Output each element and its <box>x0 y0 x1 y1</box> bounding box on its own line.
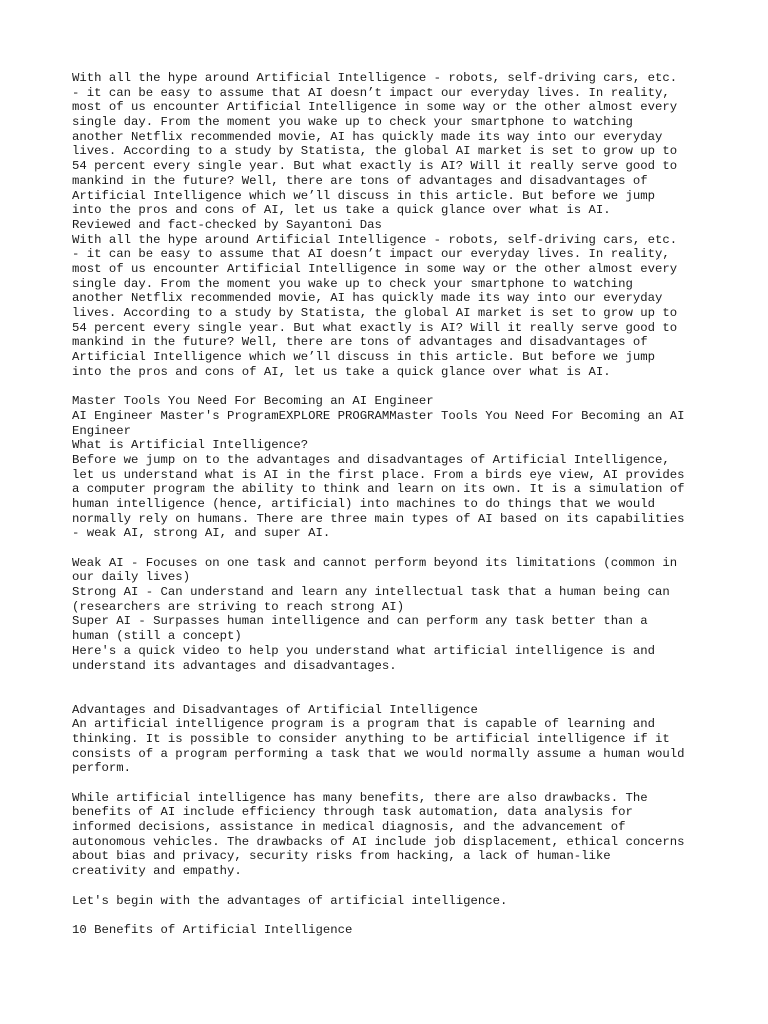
text-line: lives. According to a study by Statista, the global AI market is set to grow up to <box>72 144 678 159</box>
text-line: Weak AI - Focuses on one task and cannot perform beyond its limitations (common in <box>72 555 678 570</box>
text-line: mankind in the future? Well, there are tons of advantages and disadvantages of <box>72 335 648 350</box>
text-line[interactable]: Engineer <box>72 423 132 438</box>
text-line: benefits of AI include efficiency through task automation, data analysis for <box>72 805 633 820</box>
text-line: thinking. It is possible to consider anything to be artificial intelligence if it <box>72 731 670 746</box>
text-line: With all the hype around Artificial Intelligence - robots, self-driving cars, etc. <box>72 232 678 247</box>
document-page <box>72 71 712 938</box>
text-line: 54 percent every single year. But what exactly is AI? Will it really serve good to <box>72 320 678 335</box>
benefits-heading: 10 Benefits of Artificial Intelligence <box>72 922 353 937</box>
text-line: - it can be easy to assume that AI doesn’t impact our everyday lives. In reality, <box>72 247 670 262</box>
text-line: human (still a concept) <box>72 629 242 644</box>
text-line: Before we jump on to the advantages and disadvantages of Artificial Intelligence, <box>72 452 670 467</box>
text-line: another Netflix recommended movie, AI has quickly made its way into our everyday <box>72 291 663 306</box>
text-line: into the pros and cons of AI, let us take a quick glance over what is AI. <box>72 364 611 379</box>
text-line: perform. <box>72 761 132 776</box>
text-line: lives. According to a study by Statista, the global AI market is set to grow up to <box>72 306 678 320</box>
text-line: most of us encounter Artificial Intelligence in some way or the other almost every <box>72 100 678 115</box>
text-line[interactable]: AI Engineer Master's ProgramEXPLORE PROGRAMMaster Tools You Need For Becoming an AI <box>72 408 685 423</box>
what-is-ai-paragraph <box>72 453 712 541</box>
text-line: - weak AI, strong AI, and super AI. <box>72 526 331 541</box>
text-line: understand its advantages and disadvantages. <box>72 658 397 673</box>
spacer <box>72 688 712 703</box>
text-line: a computer program the ability to think and learn on its own. It is a simulation of <box>72 482 685 497</box>
text-line: Here's a quick video to help you understand what artificial intelligence is and <box>72 643 655 658</box>
intro-paragraph-1 <box>72 71 712 218</box>
text-line: While artificial intelligence has many benefits, there are also drawbacks. The <box>72 790 648 805</box>
text-line: another Netflix recommended movie, AI has quickly made its way into our everyday <box>72 129 663 144</box>
text-line: most of us encounter Artificial Intelligence in some way or the other almost every <box>72 261 678 276</box>
text-line: consists of a program performing a task that we would normally assume a human would <box>72 746 685 761</box>
spacer <box>72 541 712 556</box>
text-line: An artificial intelligence program is a program that is capable of learning and <box>72 717 655 732</box>
text-line: Super AI - Surpasses human intelligence and can perform any task better than a <box>72 614 648 629</box>
begin-advantages-text: Let's begin with the advantages of artificial intelligence. <box>72 893 508 908</box>
text-line: (researchers are striving to reach strong AI) <box>72 599 405 614</box>
spacer <box>72 908 712 923</box>
text-line: single day. From the moment you wake up to check your smartphone to watching <box>72 115 633 130</box>
adv-disadv-heading: Advantages and Disadvantages of Artificial Intelligence <box>72 702 478 717</box>
text-line: human intelligence (hence, artificial) into machines to do things that we would <box>72 496 655 511</box>
text-line: about bias and privacy, security risks from hacking, a lack of human-like <box>72 849 611 864</box>
spacer <box>72 379 712 394</box>
spacer <box>72 673 712 688</box>
text-line: single day. From the moment you wake up to check your smartphone to watching <box>72 276 633 291</box>
text-line: mankind in the future? Well, there are tons of advantages and disadvantages of <box>72 173 648 188</box>
text-line: - it can be easy to assume that AI doesn’t impact our everyday lives. In reality, <box>72 85 670 100</box>
master-tools-heading: Master Tools You Need For Becoming an AI Engineer <box>72 394 434 409</box>
text-line: 54 percent every single year. But what exactly is AI? Will it really serve good to <box>72 159 678 174</box>
text-line: normally rely on humans. There are three main types of AI based on its capabilities <box>72 511 685 526</box>
reviewed-by: Reviewed and fact-checked by Sayantoni Das <box>72 217 382 232</box>
spacer <box>72 776 712 791</box>
text-line: Artificial Intelligence which we’ll discuss in this article. But before we jump <box>72 350 655 365</box>
text-line: into the pros and cons of AI, let us take a quick glance over what is AI. <box>72 203 611 218</box>
text-line: our daily lives) <box>72 570 191 585</box>
spacer <box>72 879 712 894</box>
text-line: informed decisions, assistance in medical diagnosis, and the advancement of <box>72 820 626 835</box>
intro-paragraph-2 <box>72 233 712 380</box>
ai-types-list <box>72 556 712 674</box>
text-line: Artificial Intelligence which we’ll discuss in this article. But before we jump <box>72 188 655 203</box>
text-line: creativity and empathy. <box>72 864 242 879</box>
text-line: With all the hype around Artificial Intelligence - robots, self-driving cars, etc. <box>72 71 678 85</box>
what-is-ai-heading: What is Artificial Intelligence? <box>72 438 309 453</box>
text-line: let us understand what is AI in the first place. From a birds eye view, AI provides <box>72 467 685 482</box>
adv-disadv-paragraph <box>72 717 712 776</box>
benefits-drawbacks-paragraph <box>72 791 712 879</box>
program-banner[interactable] <box>72 409 712 438</box>
text-line: Strong AI - Can understand and learn any intellectual task that a human being can <box>72 585 670 600</box>
text-line: autonomous vehicles. The drawbacks of AI include job displacement, ethical concerns <box>72 834 685 849</box>
